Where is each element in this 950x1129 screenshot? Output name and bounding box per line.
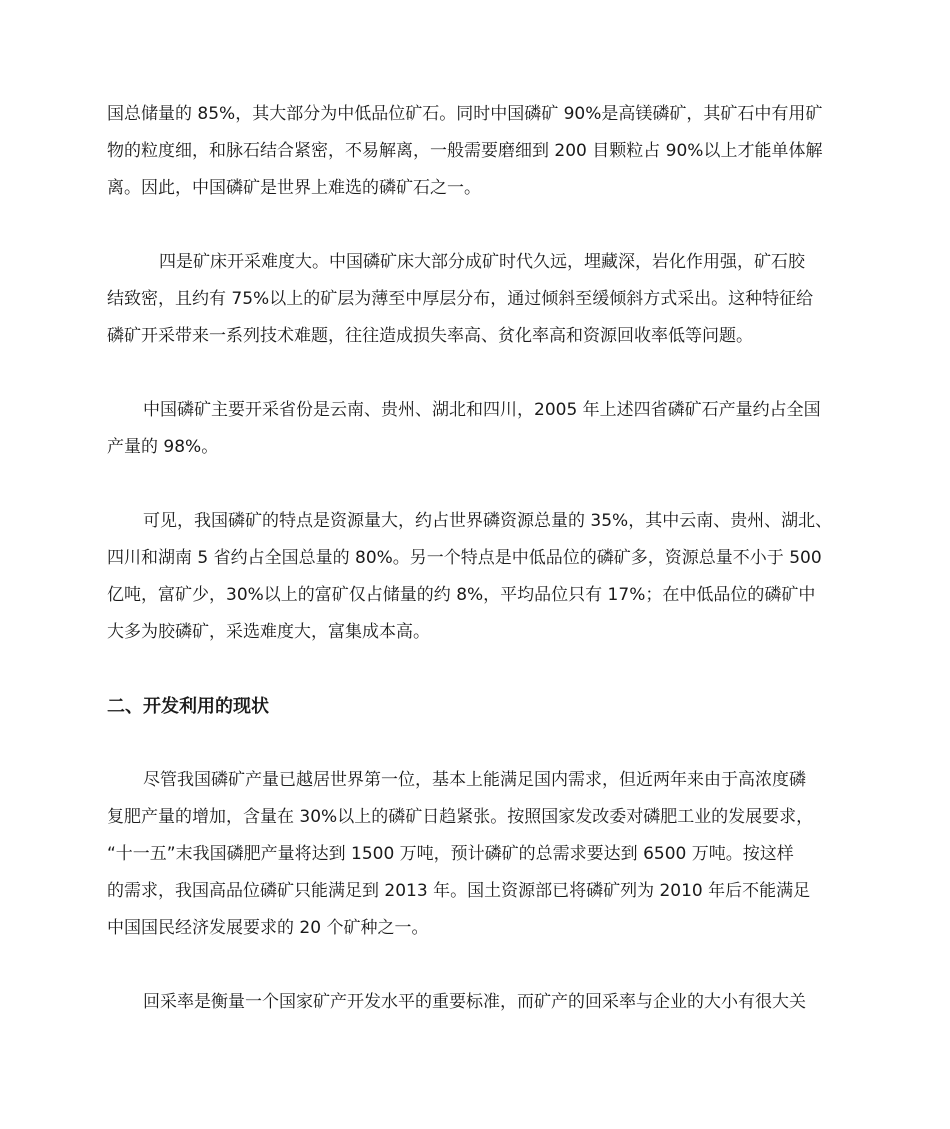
text-line: 四是矿床开采难度大。中国磷矿床大部分成矿时代久远，埋藏深，岩化作用强，矿石胶 bbox=[159, 252, 805, 272]
text-line: 可见，我国磷矿的特点是资源量大，约占世界磷资源总量的 35%，其中云南、贵州、湖北、 bbox=[143, 511, 833, 531]
section-heading: 二、开发利用的现状 bbox=[107, 696, 269, 717]
text-line: 中国磷矿主要开采省份是云南、贵州、湖北和四川，2005 年上述四省磷矿石产量约占全国 bbox=[143, 400, 821, 420]
text-line: 的需求，我国高品位磷矿只能满足到 2013 年。国土资源部已将磷矿列为 2010 年后不能满足 bbox=[107, 881, 811, 901]
text-line: 结致密，且约有 75%以上的矿层为薄至中厚层分布，通过倾斜至缓倾斜方式采出。这种特征给 bbox=[107, 289, 814, 309]
text-line: 国总储量的 85%，其大部分为中低品位矿石。同时中国磷矿 90%是高镁磷矿，其矿石中有用矿 bbox=[107, 104, 823, 124]
text-line: 中国国民经济发展要求的 20 个矿种之一。 bbox=[107, 918, 429, 938]
paragraph-gap bbox=[107, 947, 855, 984]
paragraph-gap bbox=[107, 651, 855, 688]
text-line: 四川和湖南 5 省约占全国总量的 80%。另一个特点是中低品位的磷矿多，资源总量不小于 500 bbox=[107, 548, 822, 568]
paragraph-recovery-rate bbox=[107, 984, 855, 1021]
text-line: “十一五”末我国磷肥产量将达到 1500 万吨，预计磷矿的总需求要达到 6500 万吨。按这样 bbox=[107, 844, 794, 864]
paragraph-gap bbox=[107, 355, 855, 392]
text-line: 复肥产量的增加，含量在 30%以上的磷矿日趋紧张。按照国家发改委对磷肥工业的发展要求， bbox=[107, 807, 814, 827]
text-line: 磷矿开采带来一系列技术难题，往往造成损失率高、贫化率高和资源回收率低等问题。 bbox=[107, 326, 753, 346]
text-line: 产量的 98%。 bbox=[107, 437, 219, 457]
paragraph-gap bbox=[107, 466, 855, 503]
document-page bbox=[107, 96, 855, 1021]
text-line: 离。因此，中国磷矿是世界上难选的磷矿石之一。 bbox=[107, 178, 481, 198]
paragraph-mining-provinces bbox=[107, 392, 855, 466]
paragraph-gap bbox=[107, 725, 855, 762]
text-line: 大多为胶磷矿，采选难度大，富集成本高。 bbox=[107, 622, 430, 642]
text-line: 尽管我国磷矿产量已越居世界第一位，基本上能满足国内需求，但近两年来由于高浓度磷 bbox=[143, 770, 806, 790]
paragraph-gap bbox=[107, 207, 855, 244]
paragraph-mining-difficulty bbox=[107, 244, 855, 355]
paragraph-summary bbox=[107, 503, 855, 651]
paragraph-ore-quality bbox=[107, 96, 855, 207]
text-line: 回采率是衡量一个国家矿产开发水平的重要标准，而矿产的回采率与企业的大小有很大关 bbox=[143, 992, 806, 1012]
paragraph-current-status bbox=[107, 762, 855, 947]
text-line: 亿吨，富矿少，30%以上的富矿仅占储量的约 8%，平均品位只有 17%；在中低品位的磷矿中 bbox=[107, 585, 816, 605]
text-line: 物的粒度细，和脉石结合紧密，不易解离，一般需要磨细到 200 目颗粒占 90%以上才能单体解 bbox=[107, 141, 823, 161]
